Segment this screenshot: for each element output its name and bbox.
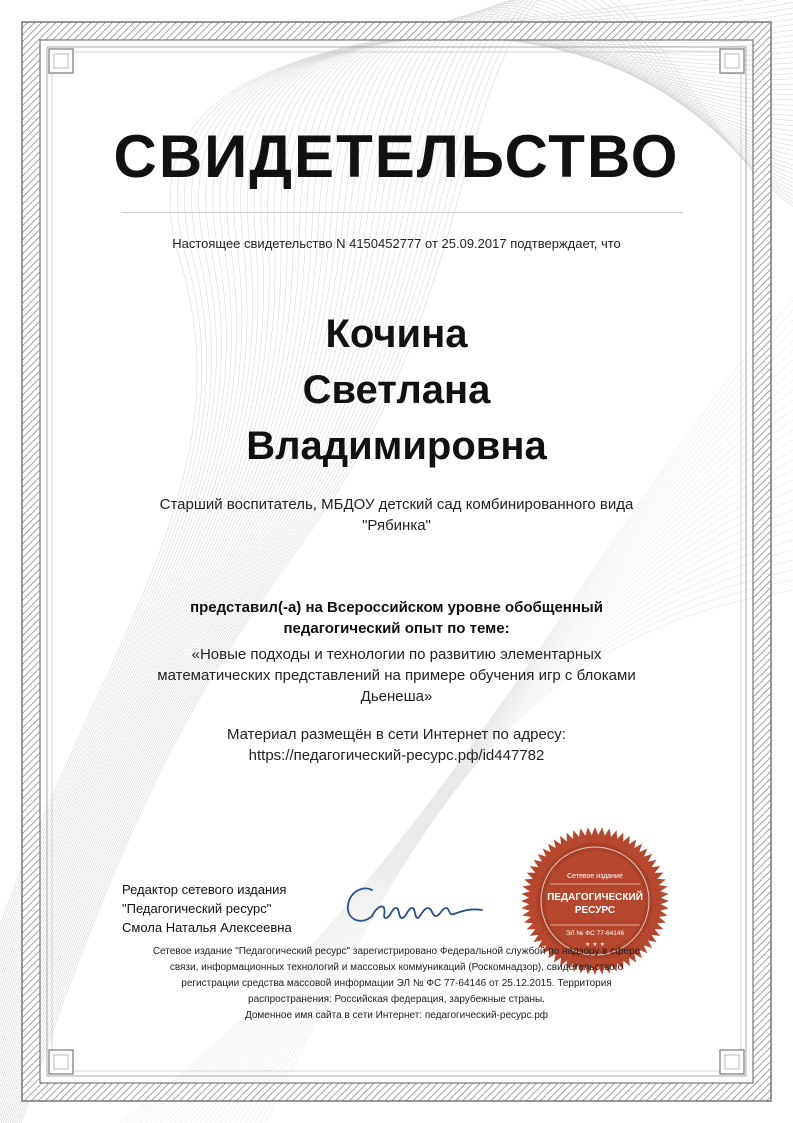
title-divider xyxy=(122,212,683,213)
recipient-name xyxy=(0,306,793,474)
editor-signature xyxy=(342,878,492,930)
legal-line: Доменное имя сайта в сети Интернет: педагогический-ресурс.рф xyxy=(244,1010,549,1021)
seal-line2: РЕСУРС xyxy=(574,905,616,916)
seal-line1: ПЕДАГОГИЧЕСКИЙ xyxy=(547,892,643,903)
legal-line: связи, информационных технологий и массовых коммуникаций (Роскомнадзор), свидетельство о xyxy=(169,962,624,973)
editor-block xyxy=(122,880,292,937)
presented-line: представил(-а) на Всероссийском уровне обобщенный xyxy=(190,599,603,616)
topic-text xyxy=(120,644,673,707)
editor-line: Смола Наталья Алексеевна xyxy=(122,920,292,935)
editor-line: Редактор сетевого издания xyxy=(122,882,287,897)
seal-reg: ЭЛ № ФС 77-64146 xyxy=(565,930,625,937)
legal-line: Сетевое издание "Педагогический ресурс" зарегистрировано Федеральной службой по надзору в сфере xyxy=(152,946,641,957)
editor-line: "Педагогический ресурс" xyxy=(122,901,272,916)
legal-line: регистрации средства массовой информации ЭЛ № ФС 77-64146 от 25.12.2015. Территория xyxy=(181,978,612,989)
recipient-first-name: Светлана xyxy=(302,368,491,412)
position-line: "Рябинка" xyxy=(362,517,431,534)
certificate-intro: Настоящее свидетельство N 4150452777 от 25.09.2017 подтверждает, что xyxy=(172,236,621,251)
legal-line: распространения: Российская федерация, зарубежные страны. xyxy=(248,994,545,1005)
presented-line: педагогический опыт по теме: xyxy=(283,620,510,637)
topic-line: Дьенеша» xyxy=(360,688,433,705)
certificate-title: СВИДЕТЕЛЬСТВО xyxy=(113,123,680,190)
seal-top-text: Сетевое издание xyxy=(567,873,623,880)
topic-line: «Новые подходы и технологии по развитию элементарных xyxy=(191,646,602,663)
legal-notice xyxy=(110,944,683,1024)
material-label: Материал размещён в сети Интернет по адресу: xyxy=(227,726,566,743)
material-location xyxy=(120,724,673,766)
recipient-patronymic: Владимировна xyxy=(246,424,547,468)
topic-line: математических представлений на примере обучения игр с блоками xyxy=(157,667,636,684)
recipient-surname: Кочина xyxy=(325,312,468,356)
position-line: Старший воспитатель, МБДОУ детский сад комбинированного вида xyxy=(159,496,634,513)
material-url: https://педагогический-ресурс.рф/id447782 xyxy=(248,747,545,764)
presented-statement xyxy=(120,597,673,639)
seal-stars: ★ ★ ★ xyxy=(585,941,605,948)
recipient-position xyxy=(120,494,673,536)
